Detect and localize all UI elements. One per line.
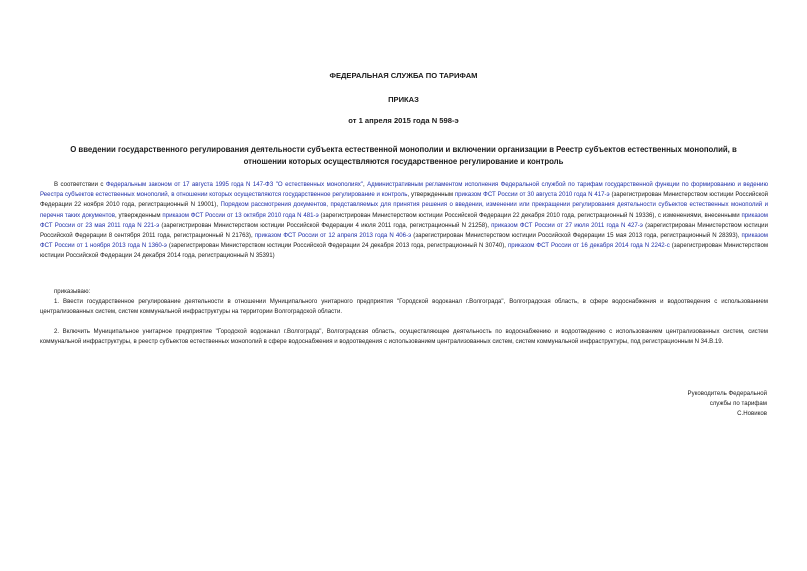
preamble-text: (зарегистрирован Министерством юстиции Российской Федерации 15 мая 2013 года, регистрационный N 28393), — [411, 232, 742, 240]
document-type-heading: ПРИКАЗ — [388, 95, 419, 104]
organization-heading: ФЕДЕРАЛЬНАЯ СЛУЖБА ПО ТАРИФАМ — [329, 71, 478, 80]
preamble-text: , — [362, 181, 368, 188]
document-title: О введении государственного регулирования деятельности субъекта естественной монополии и включении организации в Реестр субъектов естественных монополий, в отношении которых осуществляются государственное регулирование и контроль — [70, 145, 737, 166]
preamble-text: , утвержденным — [407, 191, 455, 199]
preamble-text: , утвержденным — [114, 211, 163, 219]
order-2242s-link[interactable]: приказом ФСТ России от 16 декабря 2014 года N 2242-с — [507, 242, 670, 250]
order-1360e-link[interactable]: приказом ФСТ России от 1 ноября 2013 года N 1360-э — [40, 232, 769, 250]
preamble-text: (зарегистрирован Министерством юстиции Российской Федерации 4 июля 2011 года, регистрационный N 21258), — [159, 221, 492, 229]
signature-block — [627, 389, 767, 420]
order-item-2: 2. Включить Муниципальное унитарное предприятие "Городской водоканал г.Волгограда", Волгоградская область, осуществляющее деятельность по водоснабжению и водоотведению с использованием централизованных систем, систем коммунальной инфраструктуры, в реестр субъектов естественных монополий в сфере водоснабжения и водоотведения с использованием централизованных систем, систем коммунальной инфраструктуры, под регистрационным N 34.В.19. — [40, 328, 768, 346]
order-427e-link[interactable]: приказом ФСТ России от 27 июля 2011 года N 427-э — [491, 221, 643, 229]
order-221e-link[interactable]: приказом ФСТ России от 23 мая 2011 года N 221-э — [40, 211, 768, 229]
order-481e-link[interactable]: приказом ФСТ России от 13 октября 2010 года N 481-э — [162, 211, 319, 219]
review-procedure-link[interactable]: Порядком рассмотрения документов, представляемых для принятия решения о введении, изменении или прекращении регулирования деятельности субъектов естественных монополий и перечня таких документов — [40, 201, 768, 219]
preamble-text: (зарегистрирован Министерством юстиции Российской Федерации 24 декабря 2014 года, регистрационный N 35391) — [40, 242, 769, 260]
order-item-1: 1. Ввести государственное регулирование деятельности в отношении Муниципального унитарного предприятия "Городской водоканал г.Волгограда", Волгоградская область, в сфере водоснабжения и водоотведения с использованием централизованных систем, систем коммунальной инфраструктуры на территории Волгоградской области. — [40, 298, 768, 316]
preamble-text: (зарегистрирован Министерством юстиции Российской Федерации 24 декабря 2013 года, регистрационный N 30740), — [166, 242, 508, 250]
order-406e-link[interactable]: приказом ФСТ России от 12 апреля 2013 года N 406-э — [254, 232, 412, 240]
order-word: приказываю: — [54, 288, 91, 295]
preamble-text: (зарегистрирован Министерством юстиции Российской Федерации 22 декабря 2010 года, регистрационный N 19336), с изменениями, внесенными — [318, 211, 742, 219]
preamble-text: (зарегистрирован Министерством юстиции Российской Федерации 8 сентября 2011 года, регистрационный N 21763), — [40, 221, 768, 240]
preamble-paragraph — [40, 180, 768, 262]
law-147fz-link[interactable]: Федеральным законом от 17 августа 1995 года N 147-ФЗ "О естественных монополиях" — [105, 181, 363, 188]
signature-agency: службы по тарифам — [709, 400, 767, 408]
date-number-heading: от 1 апреля 2015 года N 598-э — [348, 116, 459, 125]
signature-position: Руководитель Федеральной — [687, 390, 767, 397]
order-417e-link[interactable]: приказом ФСТ России от 30 августа 2010 года N 417-э — [454, 191, 610, 199]
signature-name: С.Новиков — [737, 410, 767, 418]
admin-regulation-link[interactable]: Административным регламентом исполнения Федеральной службой по тарифам государственной функции по формированию и ведению Реестра субъектов естественных монополий, в отношении которых осуществляются государственное регулирование и контроль — [40, 181, 769, 199]
preamble-text: В соответствии с — [54, 181, 106, 188]
preamble-text: (зарегистрирован Министерством юстиции Российской Федерации 22 ноября 2010 года, регистрационный N 19001), — [40, 191, 769, 209]
